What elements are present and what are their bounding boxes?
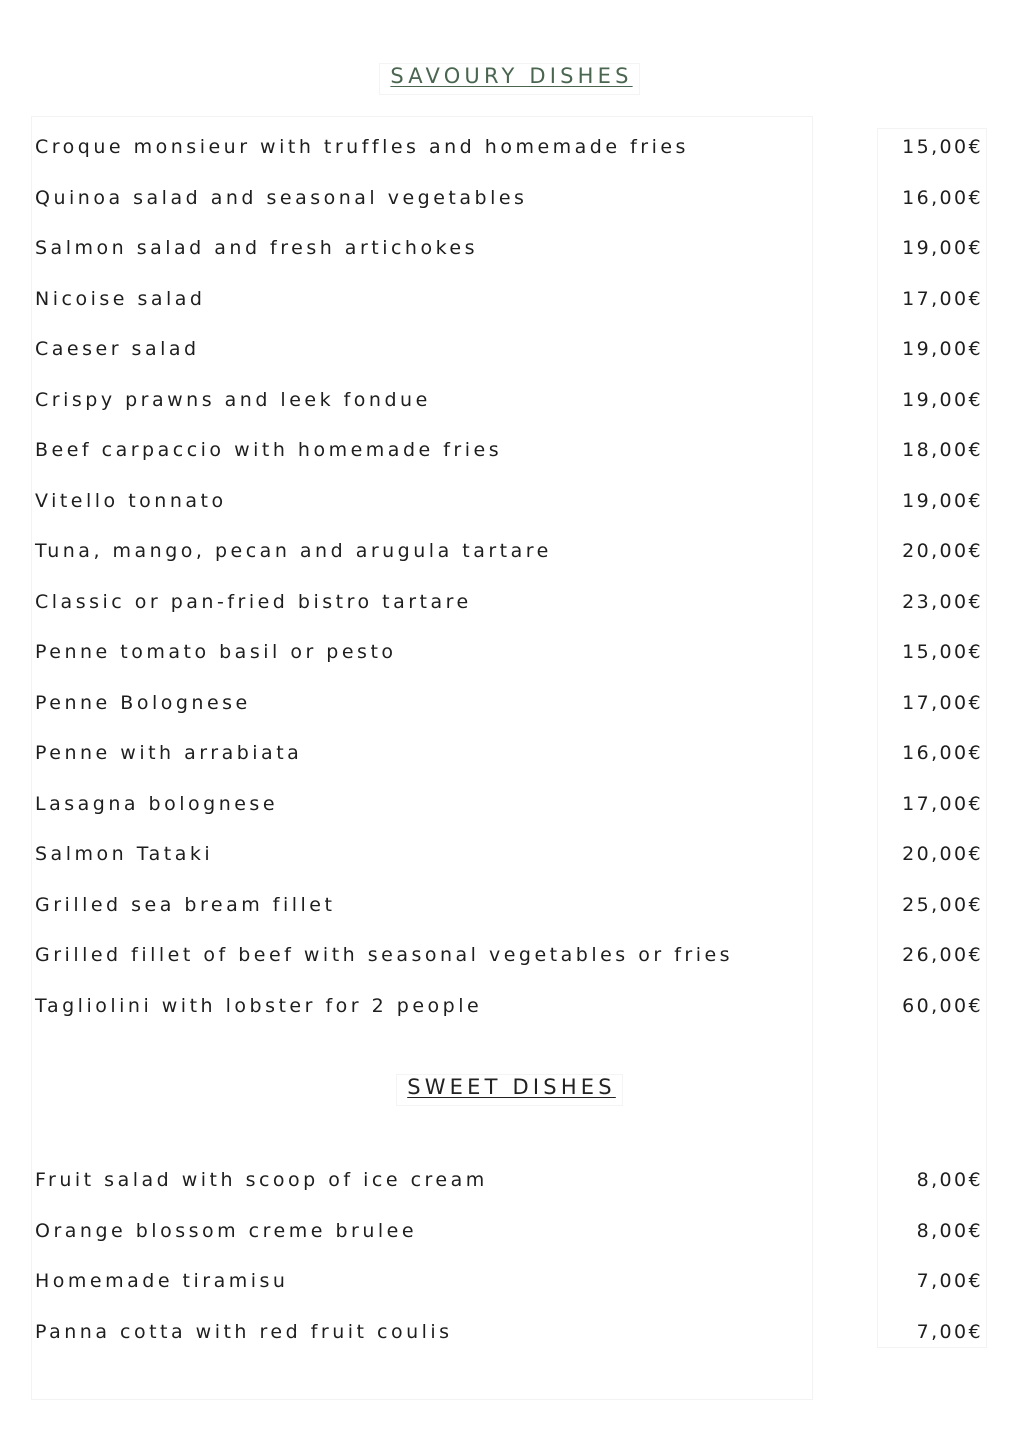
dish-price: 16,00€ xyxy=(902,742,983,764)
dish-price: 23,00€ xyxy=(902,590,983,613)
menu-item xyxy=(0,539,1019,590)
dish-name: Croque monsieur with truffles and homemade fries xyxy=(35,136,689,158)
dish-name: Classic or pan-fried bistro tartare xyxy=(35,590,472,613)
dish-name: Nicoise salad xyxy=(35,287,206,310)
dish-price: 17,00€ xyxy=(902,792,983,815)
dish-name: Penne with arrabiata xyxy=(35,742,303,764)
dish-price: 7,00€ xyxy=(916,1320,983,1343)
menu-item xyxy=(0,287,1019,338)
dish-price: 17,00€ xyxy=(902,691,983,714)
dish-price: 20,00€ xyxy=(902,843,983,865)
dish-price: 8,00€ xyxy=(916,1169,983,1191)
dish-price: 17,00€ xyxy=(902,287,983,310)
dish-name: Panna cotta with red fruit coulis xyxy=(35,1320,453,1343)
dish-name: Orange blossom creme brulee xyxy=(35,1219,418,1242)
menu-item xyxy=(0,135,1019,186)
dish-name: Fruit salad with scoop of ice cream xyxy=(35,1169,488,1191)
menu-item xyxy=(0,893,1019,944)
menu-item xyxy=(0,691,1019,742)
menu-item xyxy=(0,1269,1019,1320)
dish-price: 25,00€ xyxy=(902,893,983,916)
sweet-dish-list xyxy=(0,1168,1019,1370)
dish-price: 19,00€ xyxy=(902,237,983,259)
menu-item xyxy=(0,337,1019,388)
savoury-dish-list xyxy=(0,135,1019,1044)
dish-name: Salmon salad and fresh artichokes xyxy=(35,237,479,259)
dish-price: 15,00€ xyxy=(902,641,983,663)
dish-price: 8,00€ xyxy=(916,1219,983,1242)
savoury-title-text: SAVOURY DISHES xyxy=(379,63,639,95)
dish-name: Penne tomato basil or pesto xyxy=(35,641,397,663)
menu-item xyxy=(0,741,1019,792)
menu-item xyxy=(0,842,1019,893)
dish-price: 26,00€ xyxy=(902,944,983,966)
dish-name: Lasagna bolognese xyxy=(35,792,279,815)
dish-name: Quinoa salad and seasonal vegetables xyxy=(35,186,528,209)
menu-item xyxy=(0,1320,1019,1371)
menu-item xyxy=(0,1219,1019,1270)
menu-item xyxy=(0,388,1019,439)
dish-price: 19,00€ xyxy=(902,388,983,411)
sweet-section-title xyxy=(0,1074,1019,1106)
dish-price: 19,00€ xyxy=(902,338,983,360)
dish-price: 15,00€ xyxy=(902,136,983,158)
dish-name: Penne Bolognese xyxy=(35,691,251,714)
menu-item xyxy=(0,943,1019,994)
dish-price: 60,00€ xyxy=(902,994,983,1017)
dish-name: Tagliolini with lobster for 2 people xyxy=(35,994,483,1017)
dish-name: Beef carpaccio with homemade fries xyxy=(35,439,503,461)
dish-name: Grilled sea bream fillet xyxy=(35,893,336,916)
dish-name: Caeser salad xyxy=(35,338,200,360)
menu-item xyxy=(0,489,1019,540)
sweet-title-text: SWEET DISHES xyxy=(396,1074,623,1106)
menu-item xyxy=(0,236,1019,287)
dish-name: Vitello tonnato xyxy=(35,489,227,512)
savoury-section-title xyxy=(0,63,1019,95)
dish-name: Tuna, mango, pecan and arugula tartare xyxy=(35,540,552,562)
dish-price: 16,00€ xyxy=(902,186,983,209)
menu-item xyxy=(0,590,1019,641)
dish-price: 7,00€ xyxy=(916,1270,983,1292)
dish-name: Homemade tiramisu xyxy=(35,1270,289,1292)
menu-item xyxy=(0,438,1019,489)
menu-item xyxy=(0,994,1019,1045)
menu-item xyxy=(0,640,1019,691)
menu-item xyxy=(0,792,1019,843)
dish-price: 19,00€ xyxy=(902,489,983,512)
dish-name: Grilled fillet of beef with seasonal vegetables or fries xyxy=(35,944,734,966)
menu-item xyxy=(0,1168,1019,1219)
dish-name: Crispy prawns and leek fondue xyxy=(35,388,431,411)
dish-name: Salmon Tataki xyxy=(35,843,214,865)
dish-price: 20,00€ xyxy=(902,540,983,562)
menu-item xyxy=(0,186,1019,237)
dish-price: 18,00€ xyxy=(902,439,983,461)
